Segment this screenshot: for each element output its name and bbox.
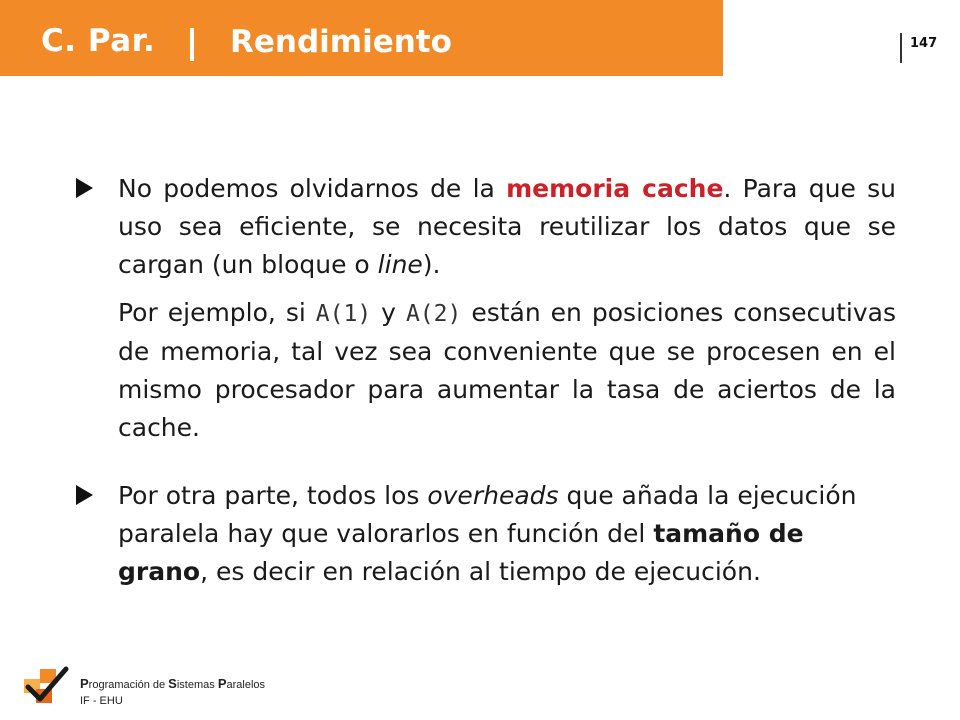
bullet-paragraph-example [118, 294, 896, 447]
footer-logo-icon [22, 665, 74, 705]
footer-text [80, 676, 265, 709]
highlight-term: memoria cache [506, 174, 724, 203]
text-segment: No podemos olvidarnos de la [118, 174, 507, 203]
code-term: A(2) [405, 301, 462, 327]
page-title: Rendimiento [230, 24, 452, 60]
triangle-bullet-icon [76, 178, 93, 198]
bullet-paragraph [118, 477, 896, 591]
slide-content [76, 170, 896, 591]
text-segment: que añada la ejecución paralela hay que valorarlos en función del [118, 481, 857, 548]
page-number-separator [900, 33, 902, 63]
text-segment: y [371, 298, 406, 327]
text-segment: . Para que su uso sea eficiente, se necesita reutilizar los datos que se cargan (un bloque o [118, 174, 897, 279]
header-separator [190, 28, 194, 61]
text-segment: , es decir en relación al tiempo de ejecución. [200, 557, 761, 586]
text-segment: ). [422, 250, 441, 279]
footer-line2: IF - EHU [80, 695, 123, 707]
bullet-paragraph [118, 170, 896, 284]
text-segment: Por otra parte, todos los [118, 481, 428, 510]
emphasis-term: overheads [427, 481, 559, 510]
emphasis-term: line [377, 250, 423, 279]
course-label: C. Par. [41, 23, 156, 59]
text-segment: están en posiciones consecutivas de memoria, tal vez sea conveniente que se procesen en el mismo procesador para aumentar la tasa de aciertos de la cache. [118, 298, 897, 442]
footer-line1: Programación de Sistemas Paralelos [80, 676, 266, 691]
strong-term: tamaño de grano [118, 519, 804, 586]
text-segment: Por ejemplo, si [118, 298, 316, 327]
page-number: 147 [910, 36, 938, 51]
code-term: A(1) [315, 301, 372, 327]
triangle-bullet-icon [76, 485, 93, 505]
bullet-item-cache [76, 170, 896, 447]
bullet-item-overheads [76, 477, 896, 591]
